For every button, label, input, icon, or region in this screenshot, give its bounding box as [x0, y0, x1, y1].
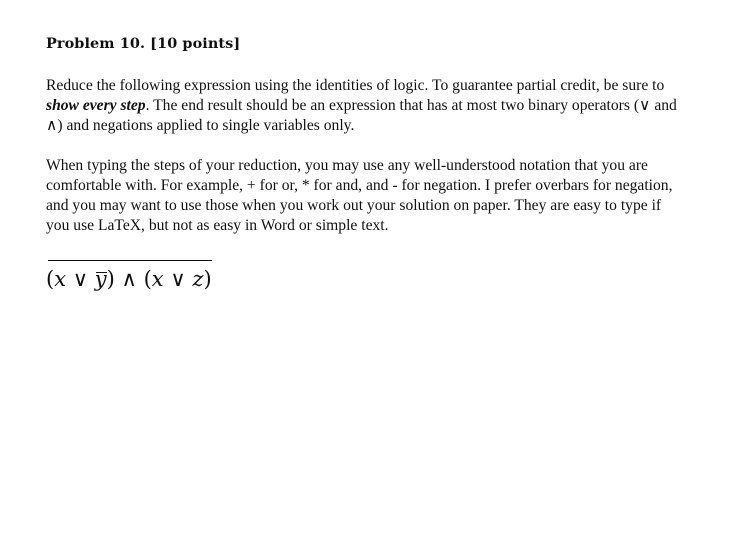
problem-title: Problem 10. [10 points] — [46, 35, 241, 52]
instructions-text-start: Reduce the following expression using the identities of logic. To guarantee partial credit, be sure to — [46, 77, 665, 94]
and-operator: ∧ — [114, 267, 144, 291]
variable-x-2: x — [151, 267, 164, 291]
open-paren-1: ( — [46, 267, 55, 291]
notation-paragraph: When typing the steps of your reduction, you may use any well-understood notation that you are comfortable with. For example, + for or, * for and, and - for negation. I prefer overbars for negation, and you may want to use those when you work out your solution on paper. They are easy to type if you use LaTeX, but not as easy in Word or simple text. — [46, 157, 673, 234]
variable-z: z — [192, 267, 204, 291]
problem-page — [46, 34, 686, 294]
instructions-text-end: . The end result should be an expression that has at most two binary operators (∨ and ∧) and negations applied to single variables only. — [46, 97, 677, 134]
open-paren-2: ( — [143, 267, 152, 291]
variable-y-negated: y — [95, 264, 107, 294]
close-paren-2: ) — [203, 267, 212, 291]
negation-overbar — [48, 260, 212, 261]
close-paren-1: ) — [106, 267, 115, 291]
or-operator-1: ∨ — [66, 267, 95, 291]
logic-expression — [46, 260, 212, 294]
instructions-emphasis: show every step — [46, 97, 146, 114]
instructions-paragraph — [46, 76, 686, 136]
variable-x-1: x — [54, 267, 67, 291]
or-operator-2: ∨ — [163, 267, 193, 291]
